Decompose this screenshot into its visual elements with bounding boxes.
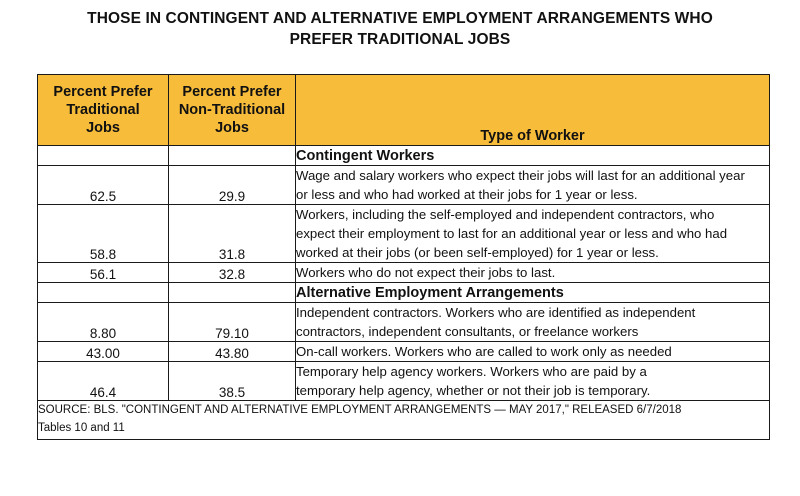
header-type-of-worker: Type of Worker [296, 75, 770, 146]
worker-description [296, 362, 770, 401]
table-row [38, 166, 770, 205]
description-line: Independent contractors. Workers who are identified as independent [296, 305, 696, 320]
header-non-traditional [169, 75, 296, 146]
empty-cell [38, 146, 169, 166]
traditional-value: 8.80 [38, 303, 169, 342]
description-line: On-call workers. Workers who are called to work only as needed [296, 344, 672, 359]
source-line: Tables 10 and 11 [38, 422, 125, 434]
header-non-traditional-line: Jobs [215, 120, 249, 136]
traditional-value: 58.8 [38, 205, 169, 263]
table-row [38, 263, 770, 283]
non-traditional-value: 38.5 [169, 362, 296, 401]
source-note [38, 401, 770, 440]
description-line: Temporary help agency workers. Workers who are paid by a [296, 364, 647, 379]
empty-cell [169, 146, 296, 166]
description-line: Workers, including the self-employed and independent contractors, who [296, 207, 715, 222]
non-traditional-value: 29.9 [169, 166, 296, 205]
traditional-value: 46.4 [38, 362, 169, 401]
worker-description [296, 263, 770, 283]
header-traditional-line: Traditional [66, 102, 140, 118]
header-traditional [38, 75, 169, 146]
empty-cell [38, 283, 169, 303]
non-traditional-value: 43.80 [169, 342, 296, 362]
title-line-1: THOSE IN CONTINGENT AND ALTERNATIVE EMPLOYMENT ARRANGEMENTS WHO [87, 10, 713, 27]
description-line: Workers who do not expect their jobs to last. [296, 265, 556, 280]
worker-description [296, 166, 770, 205]
section-title-alternative: Alternative Employment Arrangements [296, 283, 770, 303]
header-traditional-line: Percent Prefer [53, 84, 153, 100]
description-line: Wage and salary workers who expect their jobs will last for an additional year [296, 168, 745, 183]
worker-description [296, 303, 770, 342]
table-row [38, 342, 770, 362]
chart-title [0, 8, 800, 50]
section-title-contingent: Contingent Workers [296, 146, 770, 166]
description-line: expect their employment to last for an additional year or less and who had [296, 226, 728, 241]
employment-table [37, 74, 770, 440]
traditional-value: 56.1 [38, 263, 169, 283]
table-row [38, 303, 770, 342]
worker-description [296, 205, 770, 263]
traditional-value: 43.00 [38, 342, 169, 362]
description-line: contractors, independent consultants, or freelance workers [296, 324, 639, 339]
header-non-traditional-line: Percent Prefer [182, 84, 282, 100]
header-non-traditional-line: Non-Traditional [178, 102, 286, 118]
worker-description [296, 342, 770, 362]
header-row [38, 75, 770, 146]
description-line: temporary help agency, whether or not their job is temporary. [296, 383, 651, 398]
title-line-2: PREFER TRADITIONAL JOBS [289, 31, 511, 48]
section-row [38, 283, 770, 303]
section-row [38, 146, 770, 166]
empty-cell [169, 283, 296, 303]
table-row [38, 205, 770, 263]
traditional-value: 62.5 [38, 166, 169, 205]
non-traditional-value: 32.8 [169, 263, 296, 283]
source-line: SOURCE: BLS. "CONTINGENT AND ALTERNATIVE EMPLOYMENT ARRANGEMENTS — MAY 2017," RELEASED 6/7/2018 [38, 404, 682, 416]
table-row [38, 362, 770, 401]
description-line: or less and who had worked at their jobs for 1 year or less. [296, 187, 638, 202]
non-traditional-value: 79.10 [169, 303, 296, 342]
source-row [38, 401, 770, 440]
non-traditional-value: 31.8 [169, 205, 296, 263]
header-traditional-line: Jobs [86, 120, 120, 136]
description-line: worked at their jobs (or been self-employed) for 1 year or less. [296, 245, 659, 260]
